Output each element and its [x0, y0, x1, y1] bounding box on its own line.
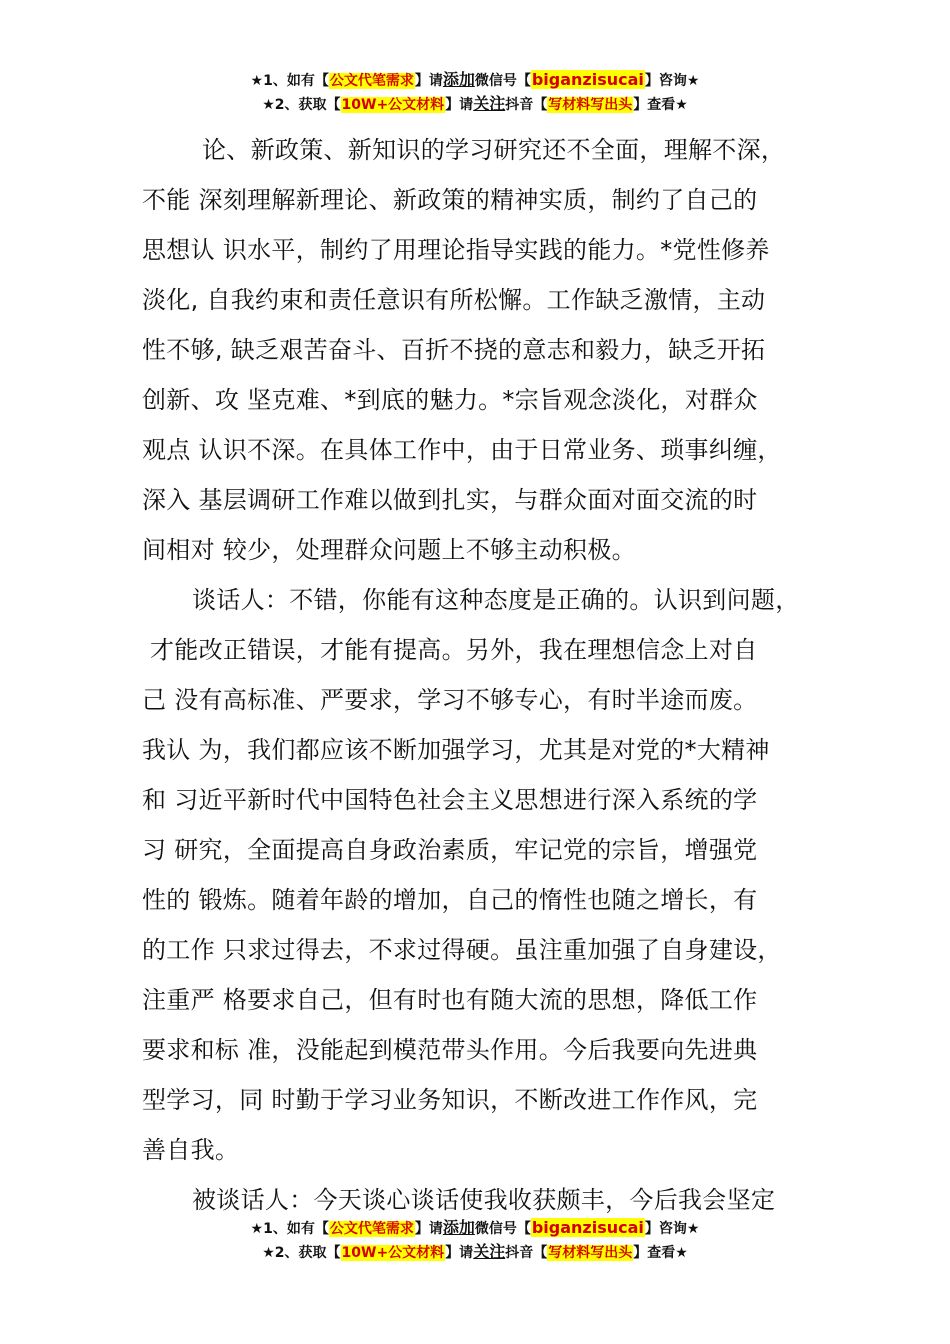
banner-text: 】请: [414, 73, 443, 89]
body-line: 性不够, 缺乏艰苦奋斗、百折不挠的意志和毅力，缺乏开拓: [142, 336, 766, 364]
banner-text: ★1、如有【: [250, 73, 329, 89]
body-line: 论、新政策、新知识的学习研究还不全面，理解不深，: [202, 136, 786, 164]
underlined-keyword: 关注: [473, 94, 506, 113]
underlined-keyword: 添加: [442, 1218, 475, 1237]
body-line: 习 研究，全面提高自身政治素质，牢记党的宗旨，增强党: [142, 836, 758, 864]
header-banner: [0, 68, 950, 116]
body-line: 淡化, 自我约束和责任意识有所松懈。工作缺乏激情，主动: [142, 286, 766, 314]
highlight-service: 公文代笔需求: [329, 1221, 414, 1237]
highlight-wechat-id: biganzisucai: [531, 1218, 644, 1237]
body-line: 观点 认识不深。在具体工作中，由于日常业务、琐事纠缠，: [142, 436, 782, 464]
banner-text: 抖音【: [505, 1245, 548, 1261]
footer-banner: [0, 1216, 950, 1264]
highlight-wechat-id: biganzisucai: [531, 70, 644, 89]
document-body: [142, 125, 832, 1225]
banner-text: 】请: [445, 97, 474, 113]
underlined-keyword: 添加: [442, 70, 475, 89]
body-line: 谈话人：不错，你能有这种态度是正确的。认识到问题，: [192, 586, 800, 614]
body-line: 善自我。: [142, 1136, 240, 1164]
banner-text: ★2、获取【: [262, 1245, 341, 1261]
highlight-douyin-account: 写材料写出头: [548, 97, 633, 113]
body-line: 型学习，同 时勤于学习业务知识，不断改进工作作风，完: [142, 1086, 758, 1114]
body-line: 不能 深刻理解新理论、新政策的精神实质，制约了自己的: [142, 186, 758, 214]
body-line: 思想认 识水平，制约了用理论指导实践的能力。*党性修养: [142, 236, 770, 264]
body-line: 要求和标 准，没能起到模范带头作用。今后我要向先进典: [142, 1036, 758, 1064]
banner-text: 微信号【: [474, 1221, 531, 1237]
banner-text: 抖音【: [505, 97, 548, 113]
body-line: 的工作 只求过得去，不求过得硬。虽注重加强了自身建设，: [142, 936, 782, 964]
banner-text: 】咨询★: [644, 1221, 700, 1237]
body-line: 己 没有高标准、严要求，学习不够专心，有时半途而废。: [142, 686, 758, 714]
banner-text: 】咨询★: [644, 73, 700, 89]
banner-text: ★2、获取【: [262, 97, 341, 113]
body-line: 深入 基层调研工作难以做到扎实，与群众面对面交流的时: [142, 486, 758, 514]
body-line: 和 习近平新时代中国特色社会主义思想进行深入系统的学: [142, 786, 758, 814]
body-line: 才能改正错误，才能有提高。另外，我在理想信念上对自: [150, 636, 758, 664]
highlight-douyin-account: 写材料写出头: [548, 1245, 633, 1261]
banner-line-2: [0, 92, 950, 116]
banner-text: ★1、如有【: [250, 1221, 329, 1237]
banner-text: 】查看★: [633, 1245, 688, 1261]
banner-line-1: [0, 1216, 950, 1240]
highlight-materials: 10W+公文材料: [341, 1245, 445, 1261]
underlined-keyword: 关注: [473, 1242, 506, 1261]
banner-text: 】请: [445, 1245, 474, 1261]
banner-text: 微信号【: [474, 73, 531, 89]
body-line: 创新、攻 坚克难、*到底的魅力。*宗旨观念淡化，对群众: [142, 386, 758, 414]
highlight-materials: 10W+公文材料: [341, 97, 445, 113]
banner-line-2: [0, 1240, 950, 1264]
highlight-service: 公文代笔需求: [329, 73, 414, 89]
body-line: 我认 为，我们都应该不断加强学习，尤其是对党的*大精神: [142, 736, 770, 764]
body-line: 性的 锻炼。随着年龄的增加，自己的惰性也随之增长，有: [142, 886, 758, 914]
body-line: 注重严 格要求自己，但有时也有随大流的思想，降低工作: [142, 986, 758, 1014]
banner-line-1: [0, 68, 950, 92]
body-line: 被谈话人：今天谈心谈话使我收获颇丰，今后我会坚定: [192, 1186, 776, 1214]
body-line: 间相对 较少，处理群众问题上不够主动积极。: [142, 536, 636, 564]
banner-text: 】请: [414, 1221, 443, 1237]
banner-text: 】查看★: [633, 97, 688, 113]
